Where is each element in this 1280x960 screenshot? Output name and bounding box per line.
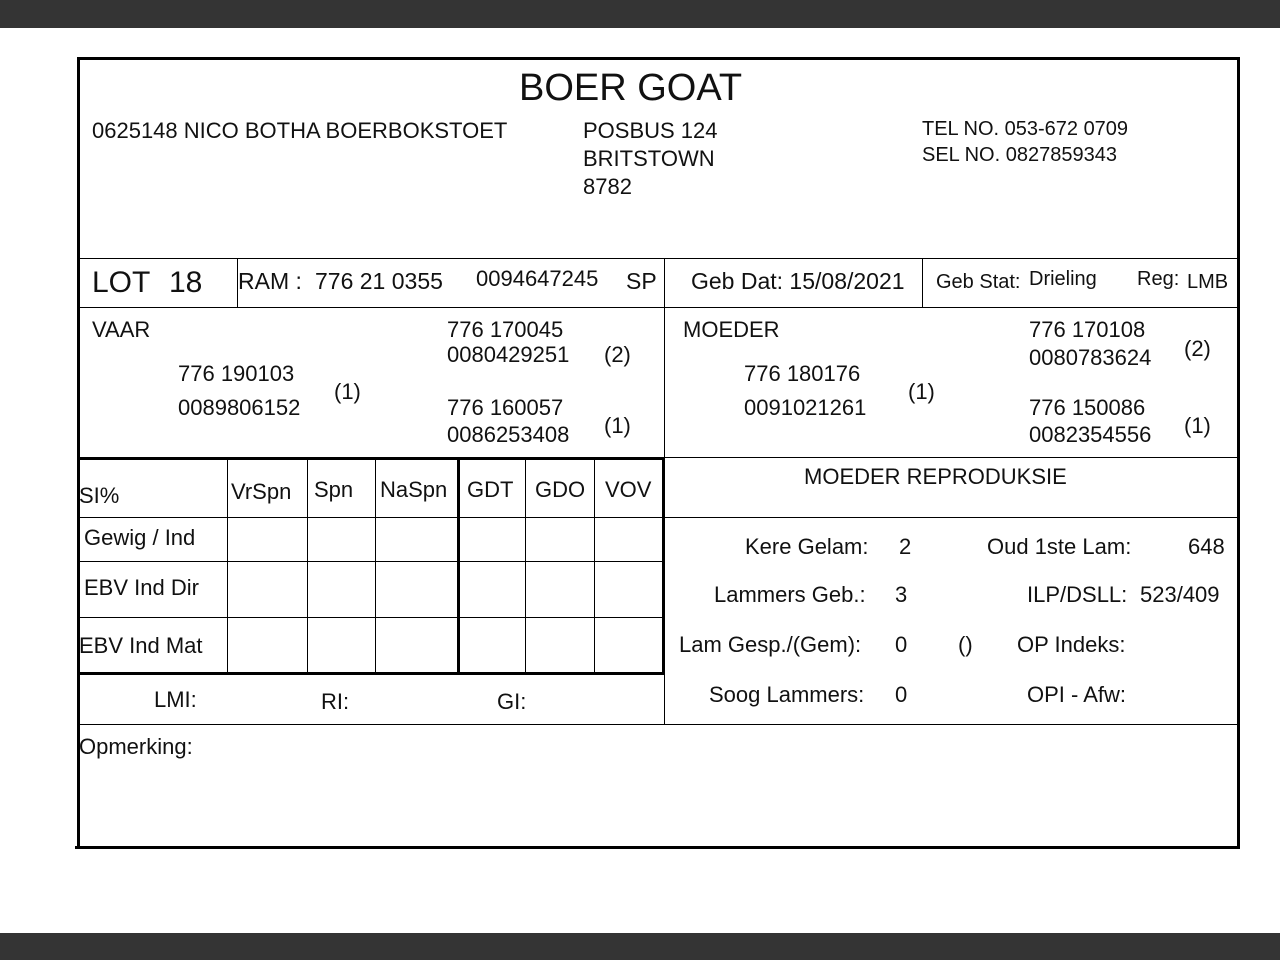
kere-gelam-label: Kere Gelam: <box>745 534 869 559</box>
ilp-label: ILP/DSLL: <box>1027 582 1128 607</box>
soog-label: Soog Lammers: <box>709 682 865 707</box>
ri-label: RI: <box>321 689 350 714</box>
lammers-geb-label: Lammers Geb.: <box>714 582 866 607</box>
lammers-geb-value: 3 <box>895 582 908 607</box>
perf-corner-label: SI% <box>79 483 120 508</box>
reg-label: Reg: <box>1137 268 1180 290</box>
address-line-3: 8782 <box>583 174 632 199</box>
lot-number: 18 <box>169 266 203 299</box>
moeder-sire-id: 776 170108 <box>1029 317 1146 342</box>
frame-top <box>77 57 1240 60</box>
perf-col-header: VrSpn <box>231 479 292 504</box>
perf-table-bottom <box>79 672 665 675</box>
perf-row-label: Gewig / Ind <box>84 525 196 550</box>
moeder-sire-count: (2) <box>1184 336 1211 361</box>
repro-heading: MOEDER REPRODUKSIE <box>804 464 1067 489</box>
vaar-label: VAAR <box>92 317 151 342</box>
rule-lot-bottom <box>79 307 1238 308</box>
gi-label: GI: <box>497 689 527 714</box>
perf-col-header: VOV <box>605 477 652 502</box>
breeder-name: 0625148 NICO BOTHA BOERBOKSTOET <box>92 118 508 143</box>
op-indeks-label: OP Indeks: <box>1017 632 1126 657</box>
perf-row-line-2 <box>79 561 664 562</box>
frame-left <box>77 57 80 849</box>
ilp-value: 523/409 <box>1140 582 1220 607</box>
moeder-count: (1) <box>908 379 935 404</box>
sel-number: SEL NO. 0827859343 <box>922 144 1117 166</box>
lam-gesp-paren: () <box>958 632 973 657</box>
birth-status-label: Geb Stat: <box>936 271 1021 293</box>
moeder-label: MOEDER <box>683 317 780 342</box>
vaar-id: 776 190103 <box>178 361 295 386</box>
oud-label: Oud 1ste Lam: <box>987 534 1132 559</box>
perf-table-top <box>79 457 665 460</box>
lot-label: LOT <box>92 266 151 299</box>
tel-number: TEL NO. 053-672 0709 <box>922 118 1129 140</box>
rule-lot-divider-2 <box>664 258 665 458</box>
ram-tag: 0094647245 <box>476 266 599 291</box>
perf-row-line-1 <box>79 517 664 518</box>
birth-date: Geb Dat: 15/08/2021 <box>691 268 905 294</box>
perf-col-header: NaSpn <box>380 477 448 502</box>
ram-label: RAM : <box>238 268 302 294</box>
soog-value: 0 <box>895 682 908 707</box>
perf-table-right <box>662 457 665 675</box>
frame-right <box>1237 57 1240 849</box>
perf-col-line-5 <box>525 459 526 674</box>
moeder-dam-tag: 0082354556 <box>1029 422 1152 447</box>
perf-col-header: GDO <box>535 477 586 502</box>
perf-row-label: EBV Ind Mat <box>79 633 203 658</box>
ram-id: 776 21 0355 <box>315 268 443 294</box>
opi-label: OPI - Afw: <box>1027 682 1127 707</box>
moeder-tag: 0091021261 <box>744 395 867 420</box>
perf-row-label: EBV Ind Dir <box>84 575 199 600</box>
vaar-tag: 0089806152 <box>178 395 301 420</box>
lam-gesp-value: 0 <box>895 632 908 657</box>
rule-repro-heading-bottom <box>664 517 1238 518</box>
vaar-sire-count: (2) <box>604 342 631 367</box>
rule-header-bottom <box>79 258 1238 259</box>
vaar-sire-tag: 0080429251 <box>447 342 570 367</box>
frame-bottom <box>75 846 1240 849</box>
card-title: BOER GOAT <box>519 67 743 109</box>
rule-lot-divider-3 <box>922 258 923 307</box>
perf-col-header: Spn <box>314 477 354 502</box>
birth-status-value: Drieling <box>1029 268 1097 290</box>
reg-value: LMB <box>1187 271 1229 293</box>
perf-col-header: GDT <box>467 477 514 502</box>
vaar-count: (1) <box>334 379 361 404</box>
perf-col-line-1 <box>227 459 228 674</box>
kere-gelam-value: 2 <box>899 534 912 559</box>
ram-code: SP <box>626 268 657 294</box>
vaar-sire-id: 776 170045 <box>447 317 564 342</box>
rule-indices-bottom <box>79 724 1238 725</box>
perf-table-mid-divider <box>457 457 460 675</box>
moeder-id: 776 180176 <box>744 361 861 386</box>
vaar-dam-tag: 0086253408 <box>447 422 570 447</box>
perf-col-line-2 <box>307 459 308 674</box>
address-line-1: POSBUS 124 <box>583 118 718 143</box>
moeder-dam-id: 776 150086 <box>1029 395 1146 420</box>
perf-row-line-3 <box>79 617 664 618</box>
moeder-dam-count: (1) <box>1184 413 1211 438</box>
lam-gesp-label: Lam Gesp./(Gem): <box>679 632 862 657</box>
vaar-dam-count: (1) <box>604 413 631 438</box>
remarks-label: Opmerking: <box>79 734 193 759</box>
address-line-2: BRITSTOWN <box>583 146 715 171</box>
oud-value: 648 <box>1188 534 1225 559</box>
perf-col-line-3 <box>375 459 376 674</box>
moeder-sire-tag: 0080783624 <box>1029 345 1152 370</box>
perf-col-line-6 <box>594 459 595 674</box>
lmi-label: LMI: <box>154 687 197 712</box>
vaar-dam-id: 776 160057 <box>447 395 564 420</box>
